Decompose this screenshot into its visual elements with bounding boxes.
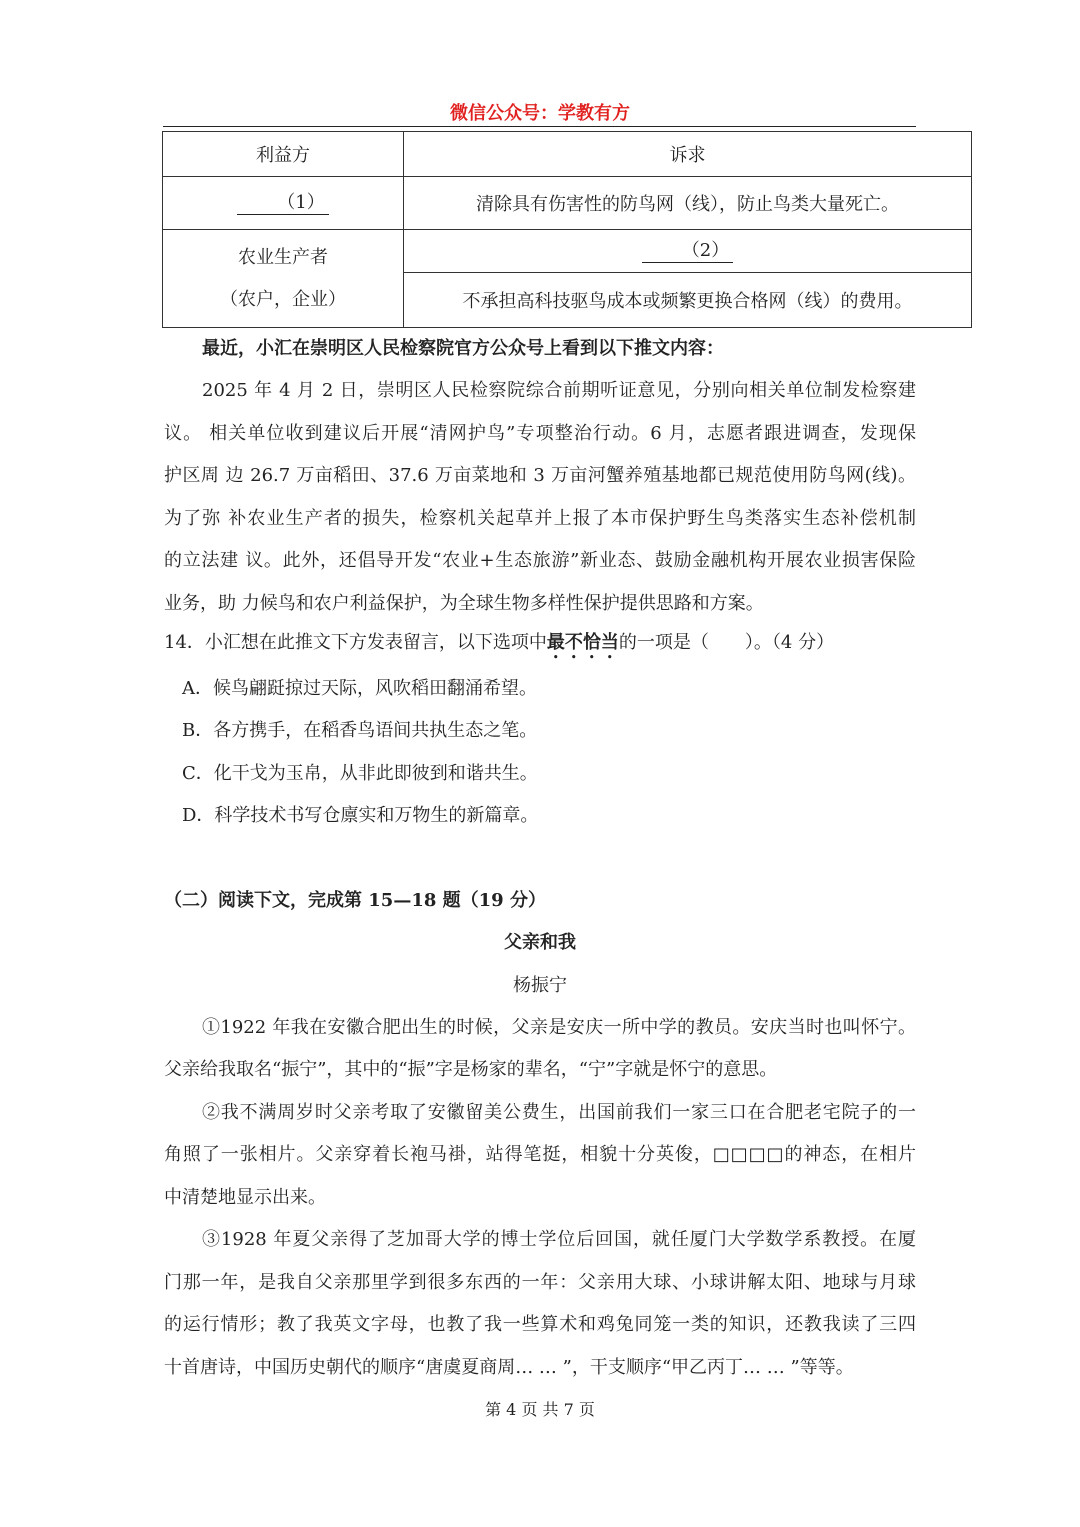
body-line: ②我不满周岁时父亲考取了安徽留美公费生，出国前我们一家三口在合肥老宅院子的一 [202,1102,916,1123]
option-c: C．化干戈为玉帛，从非此即彼到和谐共生。 [182,763,538,784]
option-a: A．候鸟翩跹掠过天际，风吹稻田翻涌希望。 [182,678,537,699]
article-line: 业务，助 力候鸟和农户利益保护，为全球生物多样性保护提供思路和方案。 [164,593,764,614]
table-cell: 不承担高科技驱鸟成本或频繁更换合格网（线）的费用。 [404,273,972,328]
body-line: 父亲给我取名“振宁”，其中的“振”字是杨家的辈名，“宁”字就是怀宁的意思。 [164,1059,778,1080]
article-line: 议。 相关单位收到建议后开展“清网护鸟”专项整治行动。6 月，志愿者跟进调查，发现保 [164,423,916,444]
blank-2: （2） [642,240,733,263]
option-b: B．各方携手，在稻香鸟语间共执生态之笔。 [182,720,538,741]
emphasis-text: 最不恰当 [546,632,619,653]
article-title: 父亲和我 [504,932,576,953]
watermark-header: 微信公众号：学教有方 [450,103,630,124]
table-cell: 清除具有伤害性的防鸟网（线），防止鸟类大量死亡。 [404,177,972,230]
body-line: ③1928 年夏父亲得了芝加哥大学的博士学位后回国，就任厦门大学数学系教授。在厦 [202,1229,916,1250]
section-heading: （二）阅读下文，完成第 15—18 题（19 分） [164,890,546,911]
article-line: 为了弥 补农业生产者的损失，检察机关起草并上报了本市保护野生鸟类落实生态补偿机制 [164,508,916,529]
body-line: 门那一年，是我自父亲那里学到很多东西的一年：父亲用大球、小球讲解太阳、地球与月球 [164,1272,916,1293]
table-header-party: 利益方 [163,132,404,177]
article-author: 杨振宁 [513,975,567,996]
article-line: 的立法建 议。此外，还倡导开发“农业+生态旅游”新业态、鼓励金融机构开展农业损害保险 [164,550,916,571]
article-line: 2025 年 4 月 2 日，崇明区人民检察院综合前期听证意见，分别向相关单位制发检察建 [202,380,916,401]
intro-text: 最近，小汇在崇明区人民检察院官方公众号上看到以下推文内容： [202,338,724,359]
table-cell: 农业生产者 [238,246,328,268]
stakeholder-table [162,131,972,328]
body-line: 中清楚地显示出来。 [164,1187,326,1208]
blank-1: （1） [237,192,328,215]
option-d: D．科学技术书写仓廪实和万物生的新篇章。 [182,805,539,826]
table-header-demand: 诉求 [404,132,972,177]
page-footer: 第 4 页 共 7 页 [485,1400,595,1419]
header-rule [163,126,916,127]
body-line: 角照了一张相片。父亲穿着长袍马褂，站得笔挺，相貌十分英俊，□□□□的神态，在相片 [164,1144,916,1165]
question-14: 14．小汇想在此推文下方发表留言，以下选项中最不恰当的一项是（ ）。（4 分） [164,632,835,653]
table-cell: （农户，企业） [220,288,346,310]
article-line: 护区周 边 26.7 万亩稻田、37.6 万亩菜地和 3 万亩河蟹养殖基地都已规范使用防鸟网(线)。 [164,465,916,486]
body-line: 的运行情形；教了我英文字母，也教了我一些算术和鸡兔同笼一类的知识，还教我读了三四 [164,1314,916,1335]
body-line: ①1922 年我在安徽合肥出生的时候，父亲是安庆一所中学的教员。安庆当时也叫怀宁。 [202,1017,916,1038]
body-line: 十首唐诗，中国历史朝代的顺序“唐虞夏商周… … ”，干支顺序“甲乙丙丁… … ”等等。 [164,1357,854,1378]
